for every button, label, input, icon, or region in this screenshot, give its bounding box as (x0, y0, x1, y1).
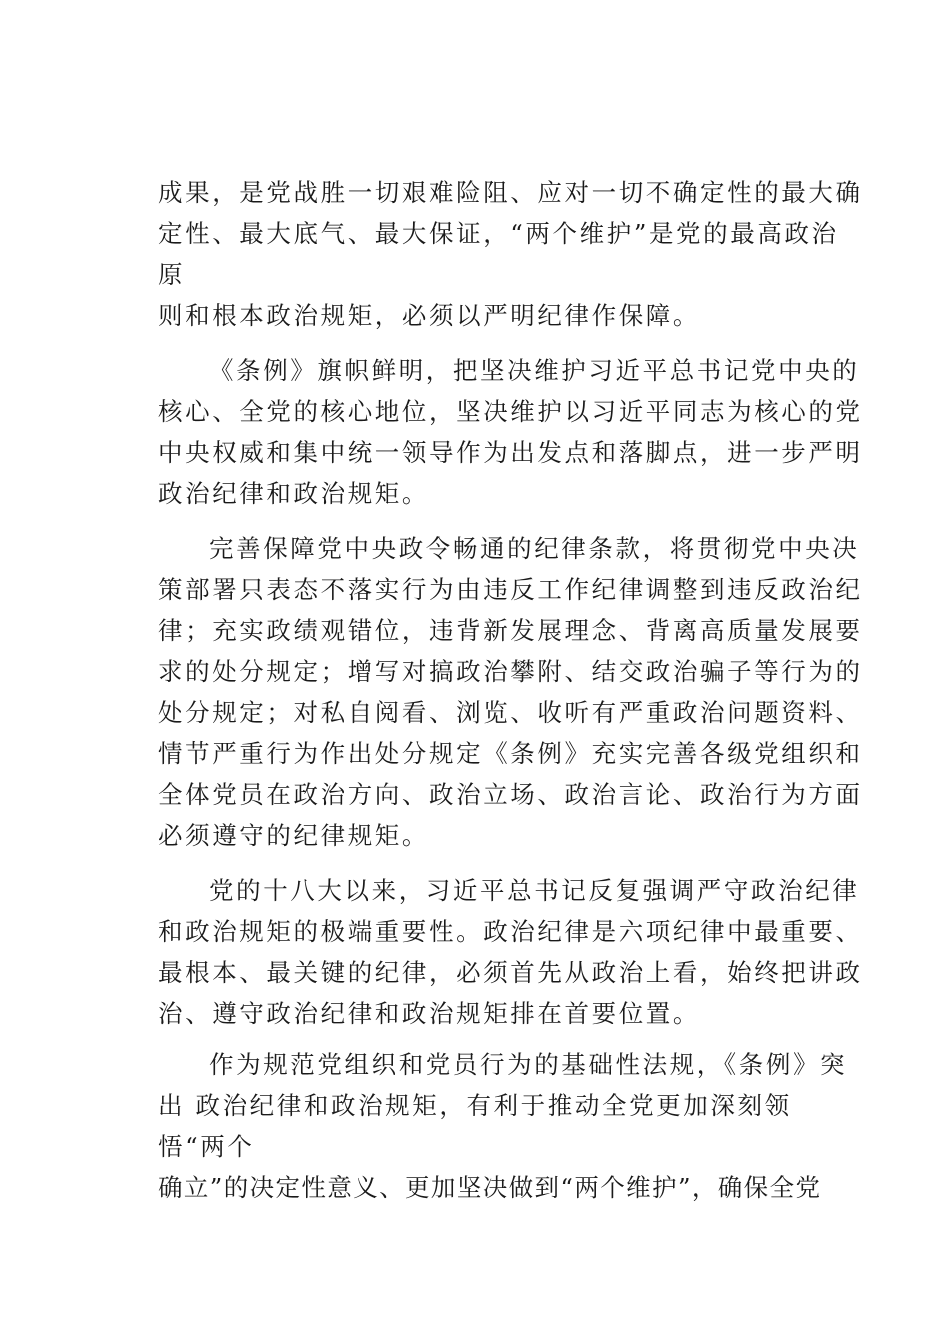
text-line: 治、遵守政治纪律和政治规矩排在首要位置。 (158, 999, 700, 1028)
paragraph-spacer (158, 514, 828, 528)
text-line: 和政治规矩的极端重要性。政治纪律是六项纪律中最重要、 (158, 917, 863, 946)
text-line: 确立”的决定性意义、更加坚决做到“两个维护”，确保全党 (158, 1173, 822, 1202)
text-line: 全体党员在政治方向、政治立场、政治言论、政治行为方面 (158, 780, 863, 809)
text-line: 完善保障党中央政令畅通的纪律条款，将贯彻党中央决 (209, 534, 860, 563)
text-line: 律；充实政绩观错位，违背新发展理念、背离高质量发展要 (158, 616, 863, 645)
paragraph (158, 870, 863, 1034)
text-line: 出 政治纪律和政治规矩，有利于推动全党更加深刻领 (158, 1091, 792, 1120)
paragraph (158, 528, 863, 856)
text-line: 中央权威和集中统一领导作为出发点和落脚点，进一步严明 (158, 438, 863, 467)
text-line: 最根本、最关键的纪律，必须首先从政治上看，始终把讲政 (158, 958, 863, 987)
paragraph-spacer (158, 336, 828, 350)
text-line: 政治纪律和政治规矩。 (158, 479, 429, 508)
text-line: 《条例》旗帜鲜明，把坚决维护习近平总书记党中央的 (209, 356, 860, 385)
text-line: 悟“两个 (158, 1132, 255, 1161)
text-line: 策部署只表态不落实行为由违反工作纪律调整到违反政治纪 (158, 575, 863, 604)
text-line: 核心、全党的核心地位，坚决维护以习近平同志为核心的党 (158, 397, 863, 426)
text-line: 作为规范党组织和党员行为的基础性法规，《条例》突 (209, 1050, 848, 1079)
paragraph-spacer (158, 1034, 828, 1044)
text-line: 定性、最大底气、最大保证，“两个维护”是党的最高政治 (158, 219, 839, 248)
text-line: 求的处分规定；增写对搞政治攀附、结交政治骗子等行为的 (158, 657, 863, 686)
paragraph (158, 350, 863, 514)
paragraph (158, 1044, 848, 1208)
text-line: 必须遵守的纪律规矩。 (158, 821, 429, 850)
text-line: 处分规定；对私自阅看、浏览、收听有严重政治问题资料、 (158, 698, 863, 727)
document-body (158, 172, 863, 1208)
text-line: 情节严重行为作出处分规定《条例》充实完善各级党组织和 (158, 739, 863, 768)
text-line: 党的十八大以来，习近平总书记反复强调严守政治纪律 (209, 876, 860, 905)
paragraph-spacer (158, 856, 828, 870)
text-line: 原 (158, 260, 186, 289)
text-line: 则和根本政治规矩，必须以严明纪律作保障。 (158, 301, 700, 330)
text-line: 成果，是党战胜一切艰难险阻、应对一切不确定性的最大确 (158, 178, 863, 207)
paragraph (158, 172, 863, 336)
